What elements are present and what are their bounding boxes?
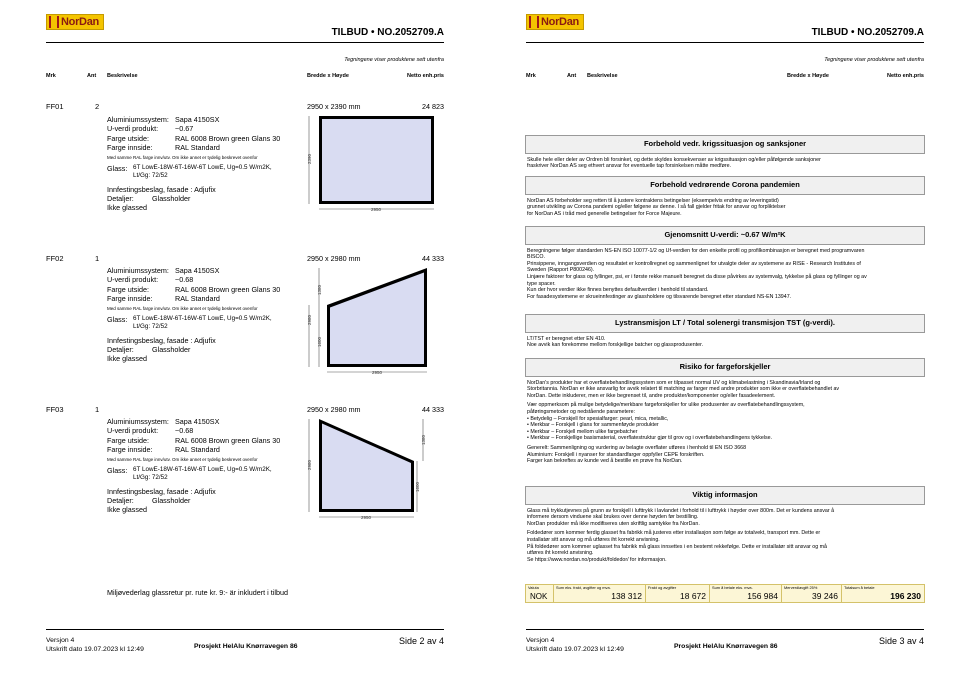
- section-line: Linjære faktorer for glass og fyllinger, psi, er i første rekke manuelt beregnet da disse påvirkes av systemvalg, tykkelse på glass og fyllinger og av: [527, 273, 867, 280]
- section-title: Lystransmisjon LT / Total solenergi transmisjon TST (g-verdi).: [525, 314, 925, 333]
- col-ant: Ant: [567, 73, 577, 79]
- color-fineprint: Med samme RAL farge innv/utv. Om ikke annet er tydelig beskrevet ovenfor: [107, 305, 258, 311]
- section-viktig: [525, 486, 925, 563]
- col-bredde-hoyde: Bredde x Høyde: [787, 73, 829, 79]
- innside-label: Farge innside:: [107, 445, 153, 455]
- dim-height: 2980: [307, 459, 312, 470]
- item-ant: 1: [95, 254, 100, 263]
- item-size: 2950 x 2390 mm: [307, 102, 361, 111]
- footer-version: [526, 636, 624, 654]
- totals-valuta: [526, 585, 554, 602]
- totals-sum: [554, 585, 646, 602]
- innside-label: Farge innside:: [107, 294, 153, 304]
- section-line: • Merkbar – Forskjell i glans for sammenføyde produkter: [527, 422, 659, 429]
- mva-value: 39 246: [812, 591, 838, 601]
- section-line: Prinsippene, inngangsverdien og resultatet er kontrollregnet og sammenlignet for utvalgte deler av systemene av RISE - Research Institutes of: [527, 260, 861, 267]
- glassed-text: Ikke glassed: [107, 203, 147, 213]
- nordan-logo: [526, 14, 584, 30]
- section-line: • Merkbar – Forskjell mellom ulike fargebatcher: [527, 428, 638, 435]
- drawing-note: Tegningene viser produktene sett utenfra: [824, 57, 924, 63]
- glass-pane: [330, 273, 424, 365]
- version-text: Versjon 4: [46, 637, 75, 644]
- section-title: Gjenomsnitt U-verdi: ~0.67 W/m²K: [525, 226, 925, 245]
- system-label: Aluminiumssystem:: [107, 115, 169, 124]
- section-line: utføres iht korrekt anvisning.: [527, 550, 594, 557]
- innside-label: Farge innside:: [107, 143, 153, 153]
- uverdi-label: U-verdi produkt:: [107, 275, 159, 285]
- section-farge: [525, 358, 925, 465]
- footer-divider: [46, 629, 444, 630]
- section-line: Noe avvik kan forekomme mellom forskjellige batcher og glassprodusenter.: [527, 342, 704, 349]
- section-line: påføringsmetoder og nedstående parametere:: [527, 408, 636, 415]
- footer-project: Prosjekt HelAlu Knørravegen 86: [194, 643, 298, 650]
- glass-spec: 6T LowE-18W-6T-16W-6T LowE, Ug=0.5 W/m2K,: [133, 465, 272, 473]
- header-divider: [526, 42, 924, 43]
- section-title: Risiko for fargeforskjeller: [525, 358, 925, 377]
- betale-label: Sum å betale eks. mva.: [712, 585, 753, 590]
- beslag-text: Innfestingsbeslag, fasade : Adjufix: [107, 184, 216, 194]
- totals-bar: [525, 584, 925, 603]
- totals-total: [842, 585, 924, 602]
- uverdi-value: ~0.67: [175, 124, 194, 134]
- item-description: [107, 266, 302, 364]
- dim-upper: 1380: [317, 284, 322, 295]
- section-title: Viktig informasjon: [525, 486, 925, 505]
- glassed-text: Ikke glassed: [107, 505, 147, 515]
- system-label: Aluminiumssystem:: [107, 266, 169, 275]
- section-line: Glass må trykkutjevnes på grunn av forskjell i lufttrykk i lavlandet i forhold til i lufttrykk i høyder over 800m. Det er kundens ansvar å: [527, 507, 835, 514]
- section-krig: [525, 135, 925, 170]
- detaljer-label: Detaljer:: [107, 194, 134, 204]
- section-line: Vær oppmerksom på mulige betydelige/merkbare fargeforskjeller for ulike produsenter av overflatebehandlingssystem,: [527, 402, 805, 409]
- section-line: grunnet utvikling av Corona pandemi og/eller følgene av denne. I så fall gjelder fritak for ansvar og forpliktelser: [527, 204, 786, 211]
- section-body: [525, 377, 925, 465]
- glass-pane: [322, 424, 411, 510]
- section-line: NorDan produkter må ikke modifiseres uten skriftlig samtykke fra NorDan.: [527, 520, 700, 527]
- nordan-logo-mark: [49, 16, 59, 28]
- glass-ltgg: Lt/Gg: 72/52: [133, 473, 168, 481]
- section-line: Se https://www.nordan.no/produkt/foldedor/ for informasjon.: [527, 556, 667, 563]
- beslag-text: Innfestingsbeslag, fasade : Adjufix: [107, 486, 216, 496]
- detaljer-value: Glassholder: [152, 345, 191, 355]
- col-netto: Netto enh.pris: [887, 73, 924, 79]
- section-line: LT/TST er beregnet etter EN 410.: [527, 335, 606, 342]
- total-label: Totalsum å betale: [844, 585, 875, 590]
- section-line: NorDan's produkter har et overflatebehandlingssystem som er tilpasset normal UV og klimabelastning i Skandinavia/Irland og: [527, 379, 821, 386]
- section-line: Farger kan bekreftes av kunde ved å bestille en prøve fra NorDan.: [527, 458, 683, 465]
- item-price: 44 333: [422, 405, 444, 414]
- dim-height: 2980: [307, 314, 312, 325]
- innside-value: RAL Standard: [175, 445, 220, 455]
- nordan-logo-mark: [529, 16, 539, 28]
- beslag-text: Innfestingsbeslag, fasade : Adjufix: [107, 335, 216, 345]
- detaljer-label: Detaljer:: [107, 496, 134, 506]
- section-line: BISCO.: [527, 254, 545, 261]
- uverdi-label: U-verdi produkt:: [107, 124, 159, 134]
- section-line: • Merkbar – Forskjellige basismaterial, overflatestruktur gjør til grov og i overflatebehandlingens tykkelse.: [527, 435, 773, 442]
- section-line: Skulle hele eller deler av Ordren bli forsinket, og dette skyldes konsekvenser av krigssituasjon og/eller påfølgende sanksjoner: [527, 156, 821, 163]
- system-value: Sapa 4150SX: [175, 266, 220, 275]
- doc-title: TILBUD • NO.2052709.A: [331, 27, 444, 38]
- sum-label: Sum eks. frakt, avgifter og mva.: [556, 585, 611, 590]
- section-uverdi: [525, 226, 925, 300]
- utside-value: RAL 6008 Brown green Glans 30: [175, 133, 281, 143]
- glass-label: Glass:: [107, 314, 128, 324]
- dim-width: 2950: [370, 207, 382, 212]
- section-line: Generelt: Sammenligning og vurdering av belagte overflater utføres i henhold til EN ISO 3668: [527, 444, 747, 451]
- detaljer-value: Glassholder: [152, 194, 191, 204]
- section-body: [525, 154, 925, 170]
- mva-label: Merverdiavgift 25%: [784, 585, 818, 590]
- ff02-drawing: [307, 265, 437, 380]
- section-line: Beregningene følger standarden NS-EN ISO 10077-1/2 og Uf-verdien for den enkelte profil og profilkombinasjon er beregnet med programvaren: [527, 247, 865, 254]
- section-line: • Betydelig – Forskjell for spesialfarger: pearl, mica, metallic,: [527, 415, 669, 422]
- col-beskrivelse: Beskrivelse: [587, 73, 618, 79]
- glass-spec: 6T LowE-18W-6T-16W-6T LowE, Ug=0.5 W/m2K,: [133, 163, 272, 171]
- item-mrk: FF03: [46, 405, 64, 414]
- col-mrk: Mrk: [46, 73, 56, 79]
- valuta-label: Valuta: [528, 585, 539, 590]
- section-body: [525, 195, 925, 218]
- glass-ltgg: Lt/Gg: 72/52: [133, 322, 168, 330]
- totals-mva: [782, 585, 842, 602]
- section-line: Foldedører som kommer ferdig glasset fra fabrikk må justeres etter installasjon som følge av totalvekt, transport mm. Dette er: [527, 530, 821, 537]
- detaljer-value: Glassholder: [152, 496, 191, 506]
- section-line: Aluminium: Forskjell i nyanser for standardfarger oppfyller CEPE forskriften.: [527, 451, 705, 458]
- color-fineprint: Med samme RAL farge innv/utv. Om ikke annet er tydelig beskrevet ovenfor: [107, 456, 258, 462]
- total-value: 196 230: [890, 591, 921, 601]
- col-beskrivelse: Beskrivelse: [107, 73, 138, 79]
- color-fineprint: Med samme RAL farge innv/utv. Om ikke annet er tydelig beskrevet ovenfor: [107, 154, 258, 160]
- footer-version: [46, 636, 144, 654]
- frakt-value: 18 672: [680, 591, 706, 601]
- section-line: NorDan. Dette inkluderer, men er ikke begrenset til, andre produkter/komponenter og/eller fasadeelement.: [527, 392, 776, 399]
- sum-value: 138 312: [611, 591, 642, 601]
- section-line: fraskriver NorDan AS seg ethvert ansvar for eventuelle tap forsinkelsen måtte medføre.: [527, 163, 732, 170]
- section-corona: [525, 176, 925, 217]
- dim-width: 2950: [371, 370, 383, 375]
- glass-label: Glass:: [107, 163, 128, 173]
- dim-width: 2950: [360, 515, 372, 520]
- dim-lower: 1600: [317, 336, 322, 347]
- section-title: Forbehold vedr. krigssituasjon og sanksjoner: [525, 135, 925, 154]
- drawing-note: Tegningene viser produktene sett utenfra: [344, 57, 444, 63]
- col-bredde-hoyde: Bredde x Høyde: [307, 73, 349, 79]
- valuta-value: NOK: [530, 592, 548, 601]
- system-value: Sapa 4150SX: [175, 115, 220, 124]
- footer-project: Prosjekt HelAlu Knørravegen 86: [674, 643, 778, 650]
- version-text: Versjon 4: [526, 637, 555, 644]
- ff01-drawing: [307, 112, 437, 217]
- footer-divider: [526, 629, 924, 630]
- glass-label: Glass:: [107, 465, 128, 475]
- utside-label: Farge utside:: [107, 284, 149, 294]
- glass-spec: 6T LowE-18W-6T-16W-6T LowE, Ug=0.5 W/m2K,: [133, 314, 272, 322]
- dim-upper: 1380: [421, 434, 426, 445]
- item-mrk: FF01: [46, 102, 64, 111]
- col-ant: Ant: [87, 73, 97, 79]
- glassed-text: Ikke glassed: [107, 354, 147, 364]
- section-line: For fasadesystemene er skrueinnfestinger av glassholdere og tilsvarende beregnet etter standard NS-EN 13947.: [527, 293, 792, 300]
- system-label: Aluminiumssystem:: [107, 417, 169, 426]
- item-size: 2950 x 2980 mm: [307, 254, 361, 263]
- innside-value: RAL Standard: [175, 294, 220, 304]
- detaljer-label: Detaljer:: [107, 345, 134, 355]
- miljo-note: Miljøvederlag glassretur pr. rute kr. 9:- är inkludert i tilbud: [107, 588, 288, 597]
- section-line: Storbritannia. NorDan er ikke ansvarlig for avvik relatert til matching av farger med andre produkter som ikke er overflatebehandlet av: [527, 386, 840, 393]
- section-title: Forbehold vedrørende Corona pandemien: [525, 176, 925, 195]
- doc-title: TILBUD • NO.2052709.A: [811, 27, 924, 38]
- ff03-drawing: [307, 416, 437, 526]
- page-number: Side 3 av 4: [878, 636, 924, 646]
- utside-value: RAL 6008 Brown green Glans 30: [175, 284, 281, 294]
- section-body: [525, 505, 925, 564]
- totals-frakt: [646, 585, 710, 602]
- brand-name: NorDan: [541, 16, 579, 28]
- uverdi-value: ~0.68: [175, 275, 194, 285]
- section-line: for NorDan AS i tråd med generelle betingelser for Force Majeure.: [527, 210, 682, 217]
- item-mrk: FF02: [46, 254, 64, 263]
- item-size: 2950 x 2980 mm: [307, 405, 361, 414]
- section-body: [525, 333, 925, 349]
- brand-name: NorDan: [61, 16, 99, 28]
- print-date: Utskrift dato 19.07.2023 kl 12:49: [526, 646, 624, 653]
- item-price: 44 333: [422, 254, 444, 263]
- frakt-label: Frakt og avgifter: [648, 585, 677, 590]
- item-ant: 2: [95, 102, 100, 111]
- item-description: [107, 115, 302, 213]
- item-description: [107, 417, 302, 515]
- dim-height: 2390: [307, 153, 312, 164]
- section-lystransmisjon: [525, 314, 925, 349]
- innside-value: RAL Standard: [175, 143, 220, 153]
- uverdi-label: U-verdi produkt:: [107, 426, 159, 436]
- uverdi-value: ~0.68: [175, 426, 194, 436]
- header-divider: [46, 42, 444, 43]
- nordan-logo: [46, 14, 104, 30]
- section-line: Kun der hvor verdier ikke finnes benyttes defaultverdier i henhold til standard.: [527, 287, 709, 294]
- glass-pane: [322, 119, 431, 201]
- page-number: Side 2 av 4: [398, 636, 444, 646]
- section-line: installatør sitt ansvar og må utføres iht korrekt anvisning.: [527, 536, 660, 543]
- item-ant: 1: [95, 405, 100, 414]
- item-price: 24 823: [422, 102, 444, 111]
- col-netto: Netto enh.pris: [407, 73, 444, 79]
- utside-value: RAL 6008 Brown green Glans 30: [175, 435, 281, 445]
- totals-betale: [710, 585, 782, 602]
- col-mrk: Mrk: [526, 73, 536, 79]
- section-line: NorDan AS forbeholder seg retten til å justere kontraktens betingelser (eksempelvis endring av leveringstid): [527, 197, 779, 204]
- glass-ltgg: Lt/Gg: 72/52: [133, 171, 168, 179]
- utside-label: Farge utside:: [107, 435, 149, 445]
- section-line: type spacer.: [527, 280, 556, 287]
- section-line: Sweden (Rapport P800246).: [527, 267, 595, 274]
- system-value: Sapa 4150SX: [175, 417, 220, 426]
- print-date: Utskrift dato 19.07.2023 kl 12:49: [46, 646, 144, 653]
- section-body: [525, 245, 925, 301]
- utside-label: Farge utside:: [107, 133, 149, 143]
- section-line: informere dersom vinduene skal brukes over denne høyden før bestilling.: [527, 514, 699, 521]
- betale-value: 156 984: [747, 591, 778, 601]
- section-line: På foldedører som kommer uglasset fra fabrikk må glass innsettes i en bestemt rekkefølge. Dette er installatør sitt ansvar og må: [527, 543, 827, 550]
- dim-lower: 1600: [415, 481, 420, 492]
